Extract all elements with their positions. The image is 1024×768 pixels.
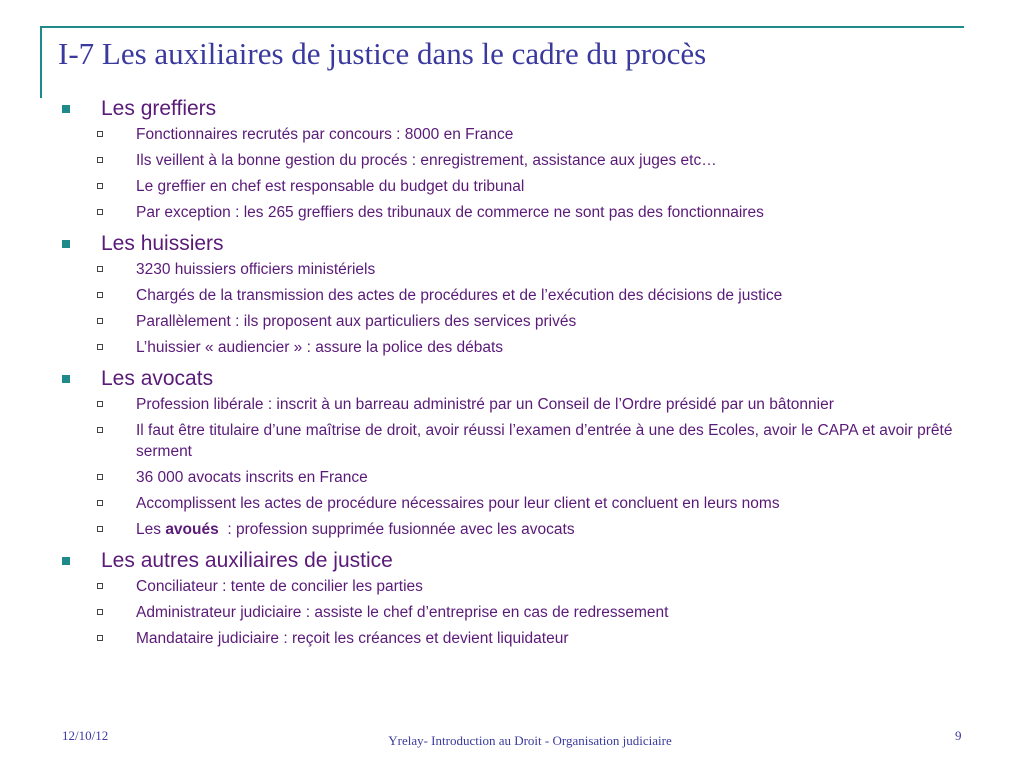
box-bullet-icon xyxy=(97,427,103,433)
box-bullet-icon xyxy=(97,526,103,532)
box-bullet-icon xyxy=(97,635,103,641)
list-item xyxy=(62,285,992,306)
list-item-text: Administrateur judiciaire : assiste le chef d’entreprise en cas de redressement xyxy=(136,604,669,621)
list-item-text: 3230 huissiers officiers ministériels xyxy=(136,261,376,278)
list-item-text: Fonctionnaires recrutés par concours : 8000 en France xyxy=(136,126,514,143)
box-bullet-icon xyxy=(97,474,103,480)
sub-list xyxy=(62,259,992,358)
section-heading xyxy=(62,229,992,259)
item-prefix: Les xyxy=(136,521,166,538)
footer-date: 12/10/12 xyxy=(62,728,109,743)
section-label: Les huissiers xyxy=(101,232,224,255)
list-item xyxy=(62,202,992,223)
list-item xyxy=(62,519,992,540)
list-item-text: 36 000 avocats inscrits en France xyxy=(136,469,368,486)
footer-page-number: 9 xyxy=(955,728,962,743)
list-item xyxy=(62,493,992,514)
section-heading xyxy=(62,546,992,576)
slide-content xyxy=(62,94,992,655)
list-item xyxy=(62,176,992,197)
list-item-text: Mandataire judiciaire : reçoit les créances et devient liquidateur xyxy=(136,630,569,647)
list-item xyxy=(62,124,992,145)
list-item-text: L’huissier « audiencier » : assure la police des débats xyxy=(136,339,504,356)
box-bullet-icon xyxy=(97,401,103,407)
list-item-text: Chargés de la transmission des actes de procédures et de l’exécution des décisions de justice xyxy=(136,287,783,304)
section-label: Les autres auxiliaires de justice xyxy=(101,549,393,572)
box-bullet-icon xyxy=(97,209,103,215)
list-item-text: Il faut être titulaire d’une maîtrise de droit, avoir réussi l’examen d’entrée à une des Ecoles, avoir le CAPA et avoir prêté serment xyxy=(136,422,953,460)
list-item-text: Profession libérale : inscrit à un barreau administré par un Conseil de l’Ordre présidé par un bâtonnier xyxy=(136,396,834,413)
list-item-text xyxy=(136,519,575,540)
box-bullet-icon xyxy=(97,183,103,189)
box-bullet-icon xyxy=(97,583,103,589)
box-bullet-icon xyxy=(97,318,103,324)
list-item xyxy=(62,150,992,171)
square-bullet-icon xyxy=(62,105,70,113)
box-bullet-icon xyxy=(97,609,103,615)
sub-list xyxy=(62,576,992,649)
list-item xyxy=(62,337,992,358)
list-item xyxy=(62,394,992,415)
list-item xyxy=(62,420,992,462)
list-item xyxy=(62,259,992,280)
box-bullet-icon xyxy=(97,292,103,298)
title-frame-left-rule xyxy=(40,26,42,98)
section-autres-auxiliaires xyxy=(62,546,992,649)
square-bullet-icon xyxy=(62,375,70,383)
box-bullet-icon xyxy=(97,266,103,272)
item-bold-term: avoués xyxy=(165,521,219,538)
box-bullet-icon xyxy=(97,344,103,350)
section-greffiers xyxy=(62,94,992,223)
box-bullet-icon xyxy=(97,131,103,137)
sub-list xyxy=(62,394,992,540)
sub-list xyxy=(62,124,992,223)
item-suffix: : profession supprimée fusionnée avec les avocats xyxy=(218,521,575,538)
list-item-text: Parallèlement : ils proposent aux particuliers des services privés xyxy=(136,313,577,330)
square-bullet-icon xyxy=(62,557,70,565)
slide-title: I-7 Les auxiliaires de justice dans le cadre du procès xyxy=(58,36,707,71)
list-item xyxy=(62,628,992,649)
list-item xyxy=(62,576,992,597)
section-heading xyxy=(62,364,992,394)
list-item xyxy=(62,602,992,623)
title-frame-top-rule xyxy=(40,26,964,28)
footer-title: Yrelay- Introduction au Droit - Organisation judiciaire xyxy=(388,733,672,748)
section-label: Les greffiers xyxy=(101,97,217,120)
section-avocats xyxy=(62,364,992,540)
list-item xyxy=(62,467,992,488)
section-heading xyxy=(62,94,992,124)
square-bullet-icon xyxy=(62,240,70,248)
list-item xyxy=(62,311,992,332)
list-item-text: Conciliateur : tente de concilier les parties xyxy=(136,578,423,595)
list-item-text: Ils veillent à la bonne gestion du procés : enregistrement, assistance aux juges etc… xyxy=(136,152,717,169)
list-item-text: Par exception : les 265 greffiers des tribunaux de commerce ne sont pas des fonctionnaires xyxy=(136,204,764,221)
section-label: Les avocats xyxy=(101,367,214,390)
box-bullet-icon xyxy=(97,157,103,163)
box-bullet-icon xyxy=(97,500,103,506)
section-huissiers xyxy=(62,229,992,358)
list-item-text: Accomplissent les actes de procédure nécessaires pour leur client et concluent en leurs noms xyxy=(136,495,780,512)
list-item-text: Le greffier en chef est responsable du budget du tribunal xyxy=(136,178,525,195)
